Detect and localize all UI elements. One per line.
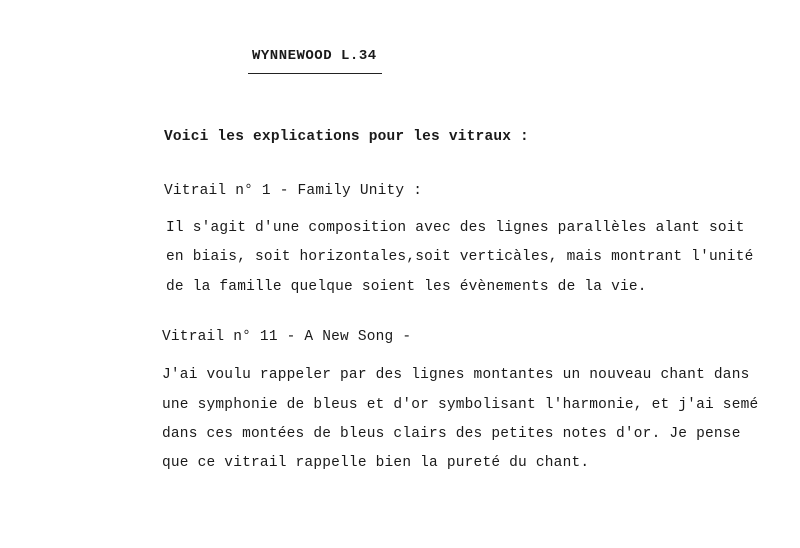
section-title-vitrail-11: Vitrail n° 11 - A New Song - [162, 329, 412, 345]
section-1-line-1: Il s'agit d'une composition avec des lignes parallèles alant soit [166, 220, 745, 236]
section-1-line-3: de la famille quelque soient les évènements de la vie. [166, 279, 647, 295]
section-title-vitrail-1: Vitrail n° 1 - Family Unity : [164, 183, 423, 199]
section-2-line-4: que ce vitrail rappelle bien la pureté du chant. [162, 455, 590, 471]
intro-line: Voici les explications pour les vitraux : [164, 129, 529, 145]
heading-underline [248, 73, 382, 74]
section-2-line-1: J'ai voulu rappeler par des lignes montantes un nouveau chant dans [162, 367, 750, 383]
section-2-line-2: une symphonie de bleus et d'or symbolisant l'harmonie, et j'ai semé [162, 397, 759, 413]
section-1-line-2: en biais, soit horizontales,soit verticàles, mais montrant l'unité [166, 249, 754, 265]
section-2-line-3: dans ces montées de bleus clairs des petites notes d'or. Je pense [162, 426, 741, 442]
document-heading: WYNNEWOOD L.34 [252, 48, 377, 64]
